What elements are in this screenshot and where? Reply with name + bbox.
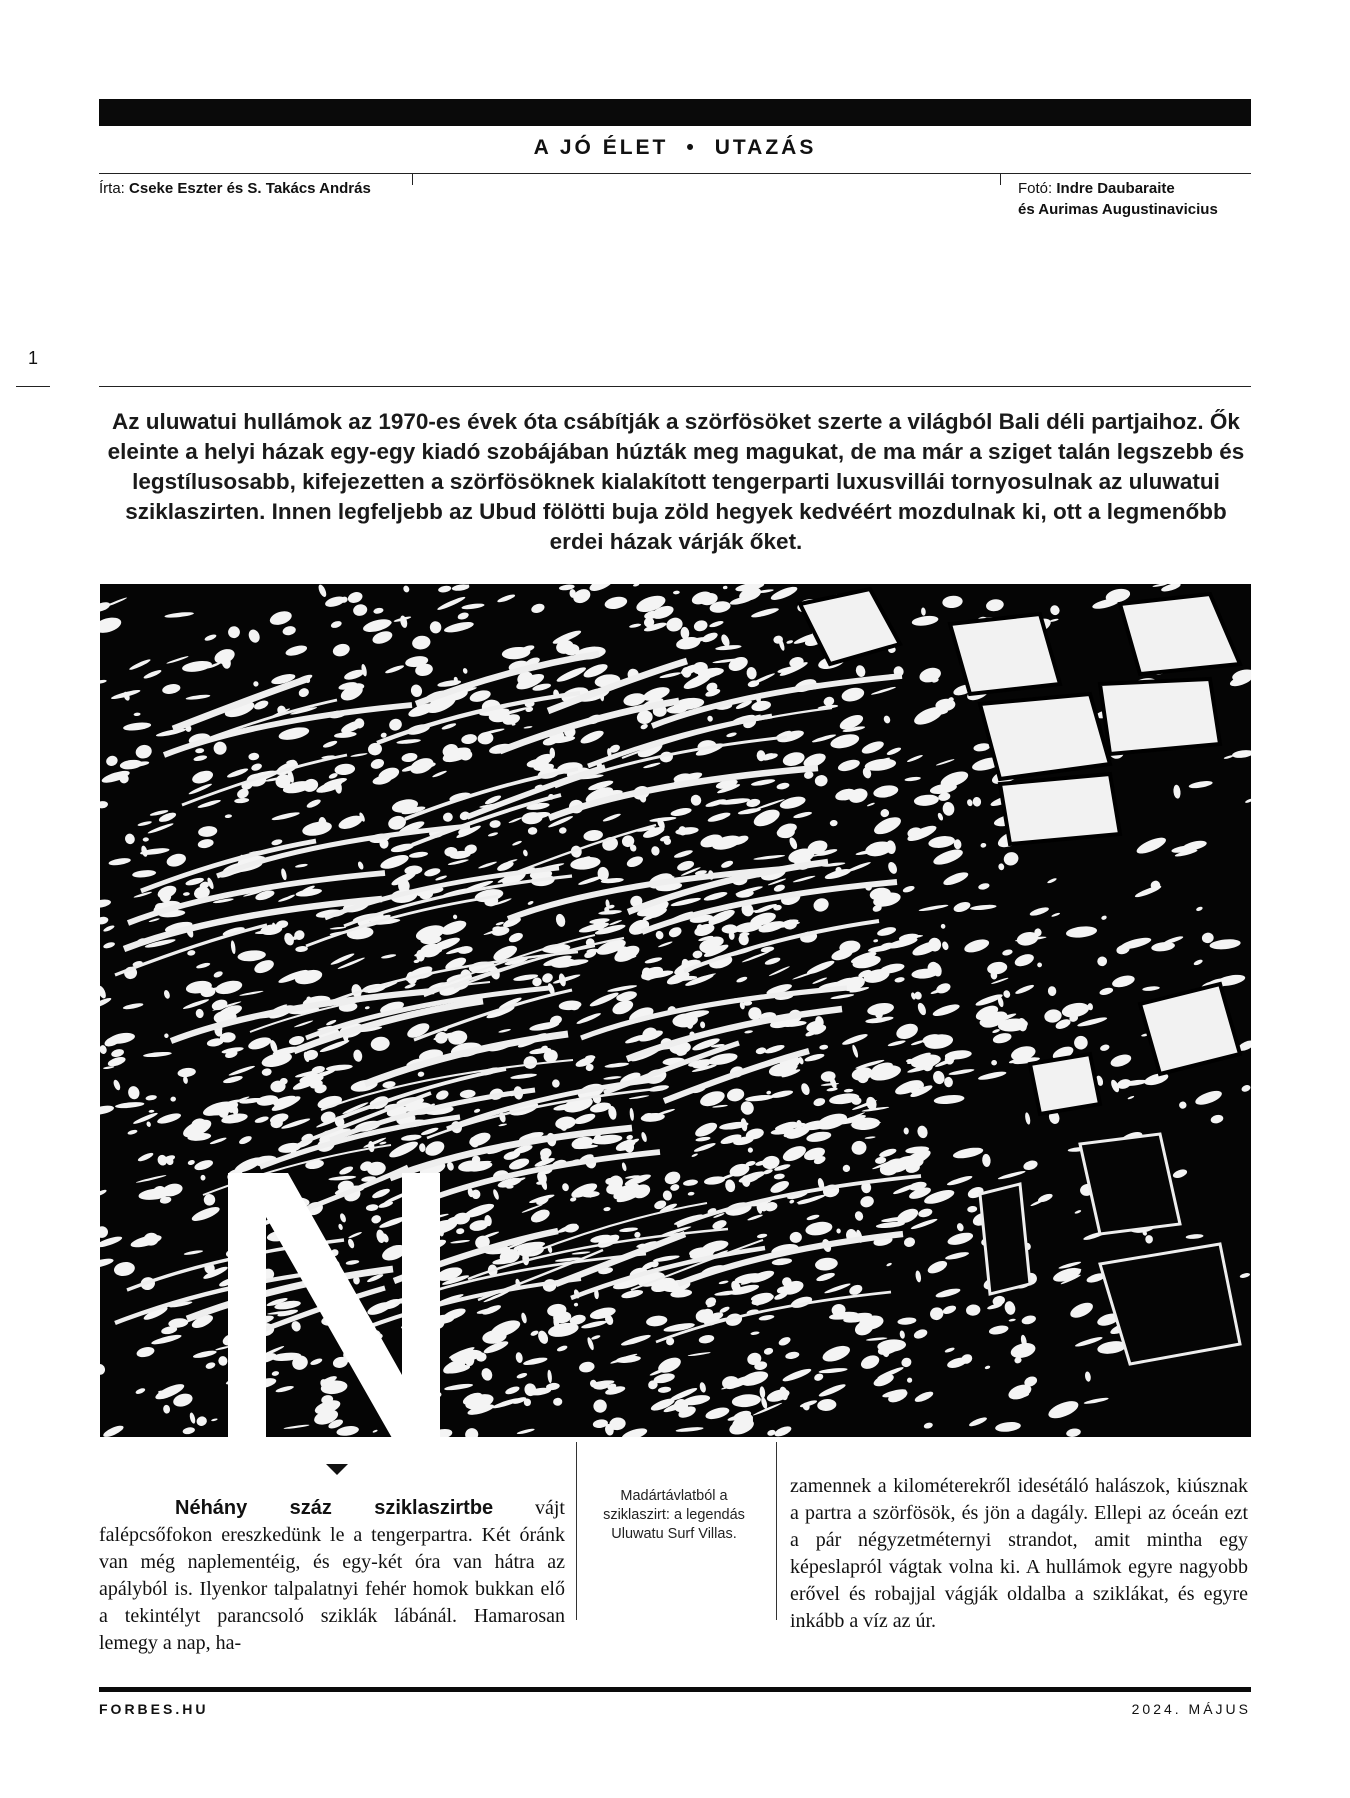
photographers-line2: és Aurimas Augustinavicius	[1018, 201, 1218, 218]
section-rubric	[99, 136, 1251, 160]
header-rule	[99, 173, 1251, 174]
photographers-line1: Indre Daubaraite	[1056, 180, 1175, 197]
rubric-separator: •	[686, 136, 697, 159]
photo-credit	[1018, 178, 1218, 220]
byline-tick-right	[1000, 173, 1001, 185]
article-lede: Az uluwatui hullámok az 1970-es évek óta csábítják a szörfösöket szerte a világból Bali déli partjaihoz. Ők eleinte a helyi házak egy-egy kiadó szobájában húzták meg magukat, de ma már a sziget talán legszebb és legstílusosabb, kifejezetten a szörfösöknek kialakított tengerparti luxusvillái tornyosulnak az uluwatui sziklaszirten. Innen legfeljebb az Ubud fölötti buja zöld hegyek kedvéért mozdulnak ki, ott a legmenőbb erdei házak várják őket.	[107, 409, 1245, 554]
photo-label: Fotó:	[1018, 180, 1053, 197]
article-column-3: zamennek a kilométerekről idesétáló halászok, kiúsznak a partra a szörfösök, és jön a dagály. Ellepi az óceán ezt a pár négyzetméternyi strandot, amit mintha egy képeslapról vágtak volna ki. A hullámok egyre nagyobb erővel és robajjal vágják oldalba a sziklákat, és egyre inkább a víz az úr.	[790, 1475, 1248, 1632]
section-label: A JÓ ÉLET	[533, 136, 669, 159]
author-label: Írta:	[99, 180, 125, 197]
down-arrow-icon	[326, 1464, 348, 1475]
article-lead-in: Néhány száz sziklaszirtbe	[175, 1497, 494, 1519]
byline-tick-left	[412, 173, 413, 185]
author-byline	[99, 178, 371, 199]
article-column-1	[99, 1495, 565, 1657]
photo-caption: Madártávlatból a sziklaszirt: a legendás Uluwatu Surf Villas.	[603, 1488, 745, 1542]
caption-rule-right	[776, 1442, 777, 1620]
lede-top-rule	[99, 386, 1251, 387]
caption-rule-left	[576, 1442, 577, 1620]
subsection-label: UTAZÁS	[714, 136, 817, 159]
footer-site: FORBES.HU	[99, 1701, 209, 1717]
footer-issue: 2024. MÁJUS	[1131, 1701, 1251, 1717]
column-1-text: vájt falépcsőfokon ereszkedünk le a tengerpartra. Két óránk van még naplementéig, és egy-két óra van hátra az apályból is. Ilyenkor talpalatnyi fehér homok bukkan elő a tekintélyt parancsoló sziklák lábánál. Hamarosan lemegy a nap, ha-	[99, 1497, 565, 1654]
top-black-bar	[99, 99, 1251, 126]
page-number-rule	[16, 386, 50, 387]
footer-rule	[99, 1687, 1251, 1692]
drop-cap-letter-n	[224, 1165, 444, 1445]
page-number: 1	[28, 348, 39, 368]
author-names: Cseke Eszter és S. Takács András	[129, 180, 371, 197]
